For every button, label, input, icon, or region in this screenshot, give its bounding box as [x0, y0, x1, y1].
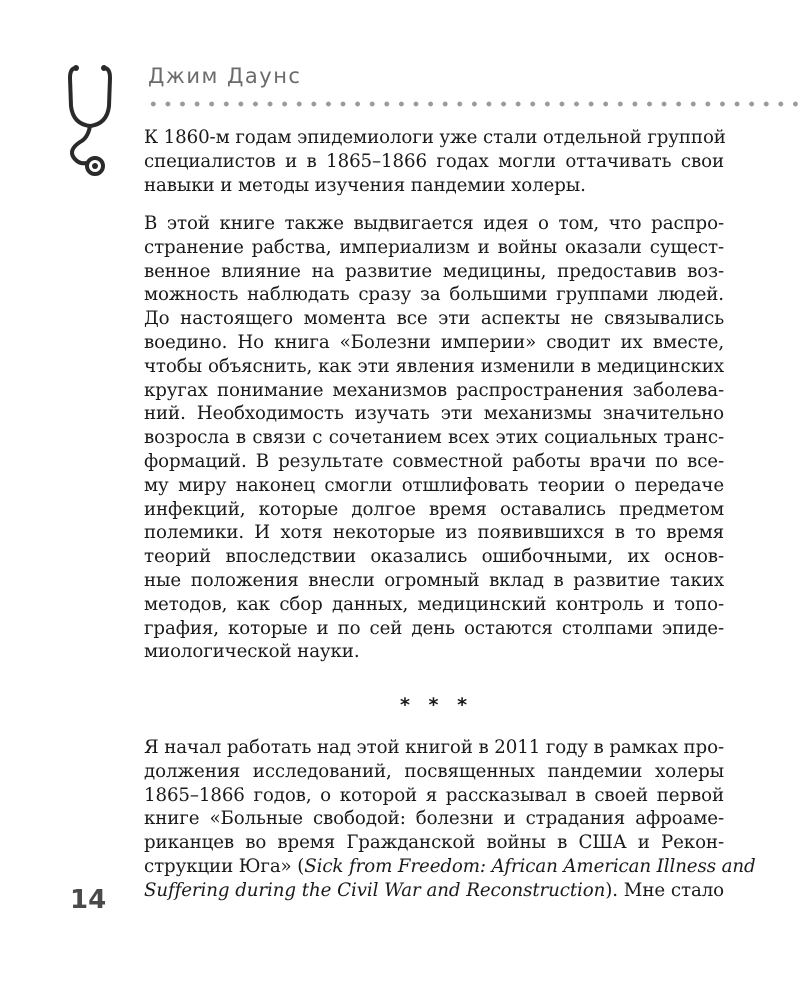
text-line: можность наблюдать сразу за большими группами людей.	[144, 284, 724, 306]
text-line: ные положения внесли огромный вклад в развитие таких	[144, 569, 724, 591]
dotted-divider	[146, 101, 800, 107]
text-line-mixed	[144, 879, 724, 903]
text-line: теорий впоследствии оказались ошибочными, их основ-	[144, 546, 724, 568]
running-header-author: Джим Даунс	[148, 64, 302, 88]
text-line-mixed	[144, 855, 756, 879]
text-segment: ). Мне стало	[605, 879, 725, 901]
text-line: методов, как сбор данных, медицинский контроль и топо-	[144, 593, 724, 615]
text-line: воедино. Но книга «Болезни империи» сводит их вместе,	[144, 331, 724, 353]
text-line: В этой книге также выдвигается идея о том, что распро-	[144, 213, 724, 234]
book-title-italic: Suffering during the Civil War and Reconstruction	[144, 879, 606, 901]
text-line: До настоящего момента все эти аспекты не связывались	[144, 308, 724, 330]
text-line: инфекций, которые долгое время оставались предметом	[144, 498, 724, 520]
text-line: 1865–1866 годов, о которой я рассказывал в своей первой	[144, 784, 724, 806]
text-line: навыки и методы изучения пандемии холеры.	[144, 174, 586, 196]
text-line: книге «Больные свободой: болезни и страдания афроаме-	[144, 808, 724, 830]
text-line: венное влияние на развитие медицины, предоставив воз-	[144, 260, 724, 282]
text-line: кругах понимание механизмов распространения заболева-	[144, 379, 724, 401]
paragraph-3	[144, 736, 756, 903]
text-line: возросла в связи с сочетанием всех этих социальных транс-	[144, 427, 724, 449]
text-line: чтобы объяснить, как эти явления изменили в медицинских	[144, 355, 724, 377]
text-line: К 1860-м годам эпидемиологи уже стали отдельной группой	[144, 127, 726, 148]
text-line: му миру наконец смогли отшлифовать теории о передаче	[144, 474, 724, 496]
text-line: риканцев во время Гражданской войны в США и Рекон-	[144, 832, 724, 854]
text-line: ний. Необходимость изучать эти механизмы значительно	[144, 403, 724, 425]
text-line: должения исследований, посвященных пандемии холеры	[144, 760, 724, 782]
text-line: формаций. В результате совместной работы врачи по все-	[144, 450, 724, 472]
page-number: 14	[70, 885, 107, 915]
text-line: графия, которые и по сей день остаются столпами эпиде-	[144, 617, 724, 639]
book-title-italic: Sick from Freedom: African American Illness and	[304, 855, 756, 877]
text-line: странение рабства, империализм и войны оказали сущест-	[144, 236, 724, 258]
text-segment: струкции Юга» (	[144, 855, 305, 877]
text-line: специалистов и в 1865–1866 годах могли оттачивать свои	[144, 150, 724, 172]
paragraph-1	[144, 126, 724, 197]
text-line: миологической науки.	[144, 641, 360, 663]
text-line: Я начал работать над этой книгой в 2011 году в рамках про-	[144, 737, 724, 758]
text-line: полемики. И хотя некоторые из появившихся в то время	[144, 522, 724, 544]
stethoscope-icon	[66, 62, 122, 184]
section-separator: * * *	[400, 694, 474, 716]
paragraph-2	[144, 212, 724, 664]
